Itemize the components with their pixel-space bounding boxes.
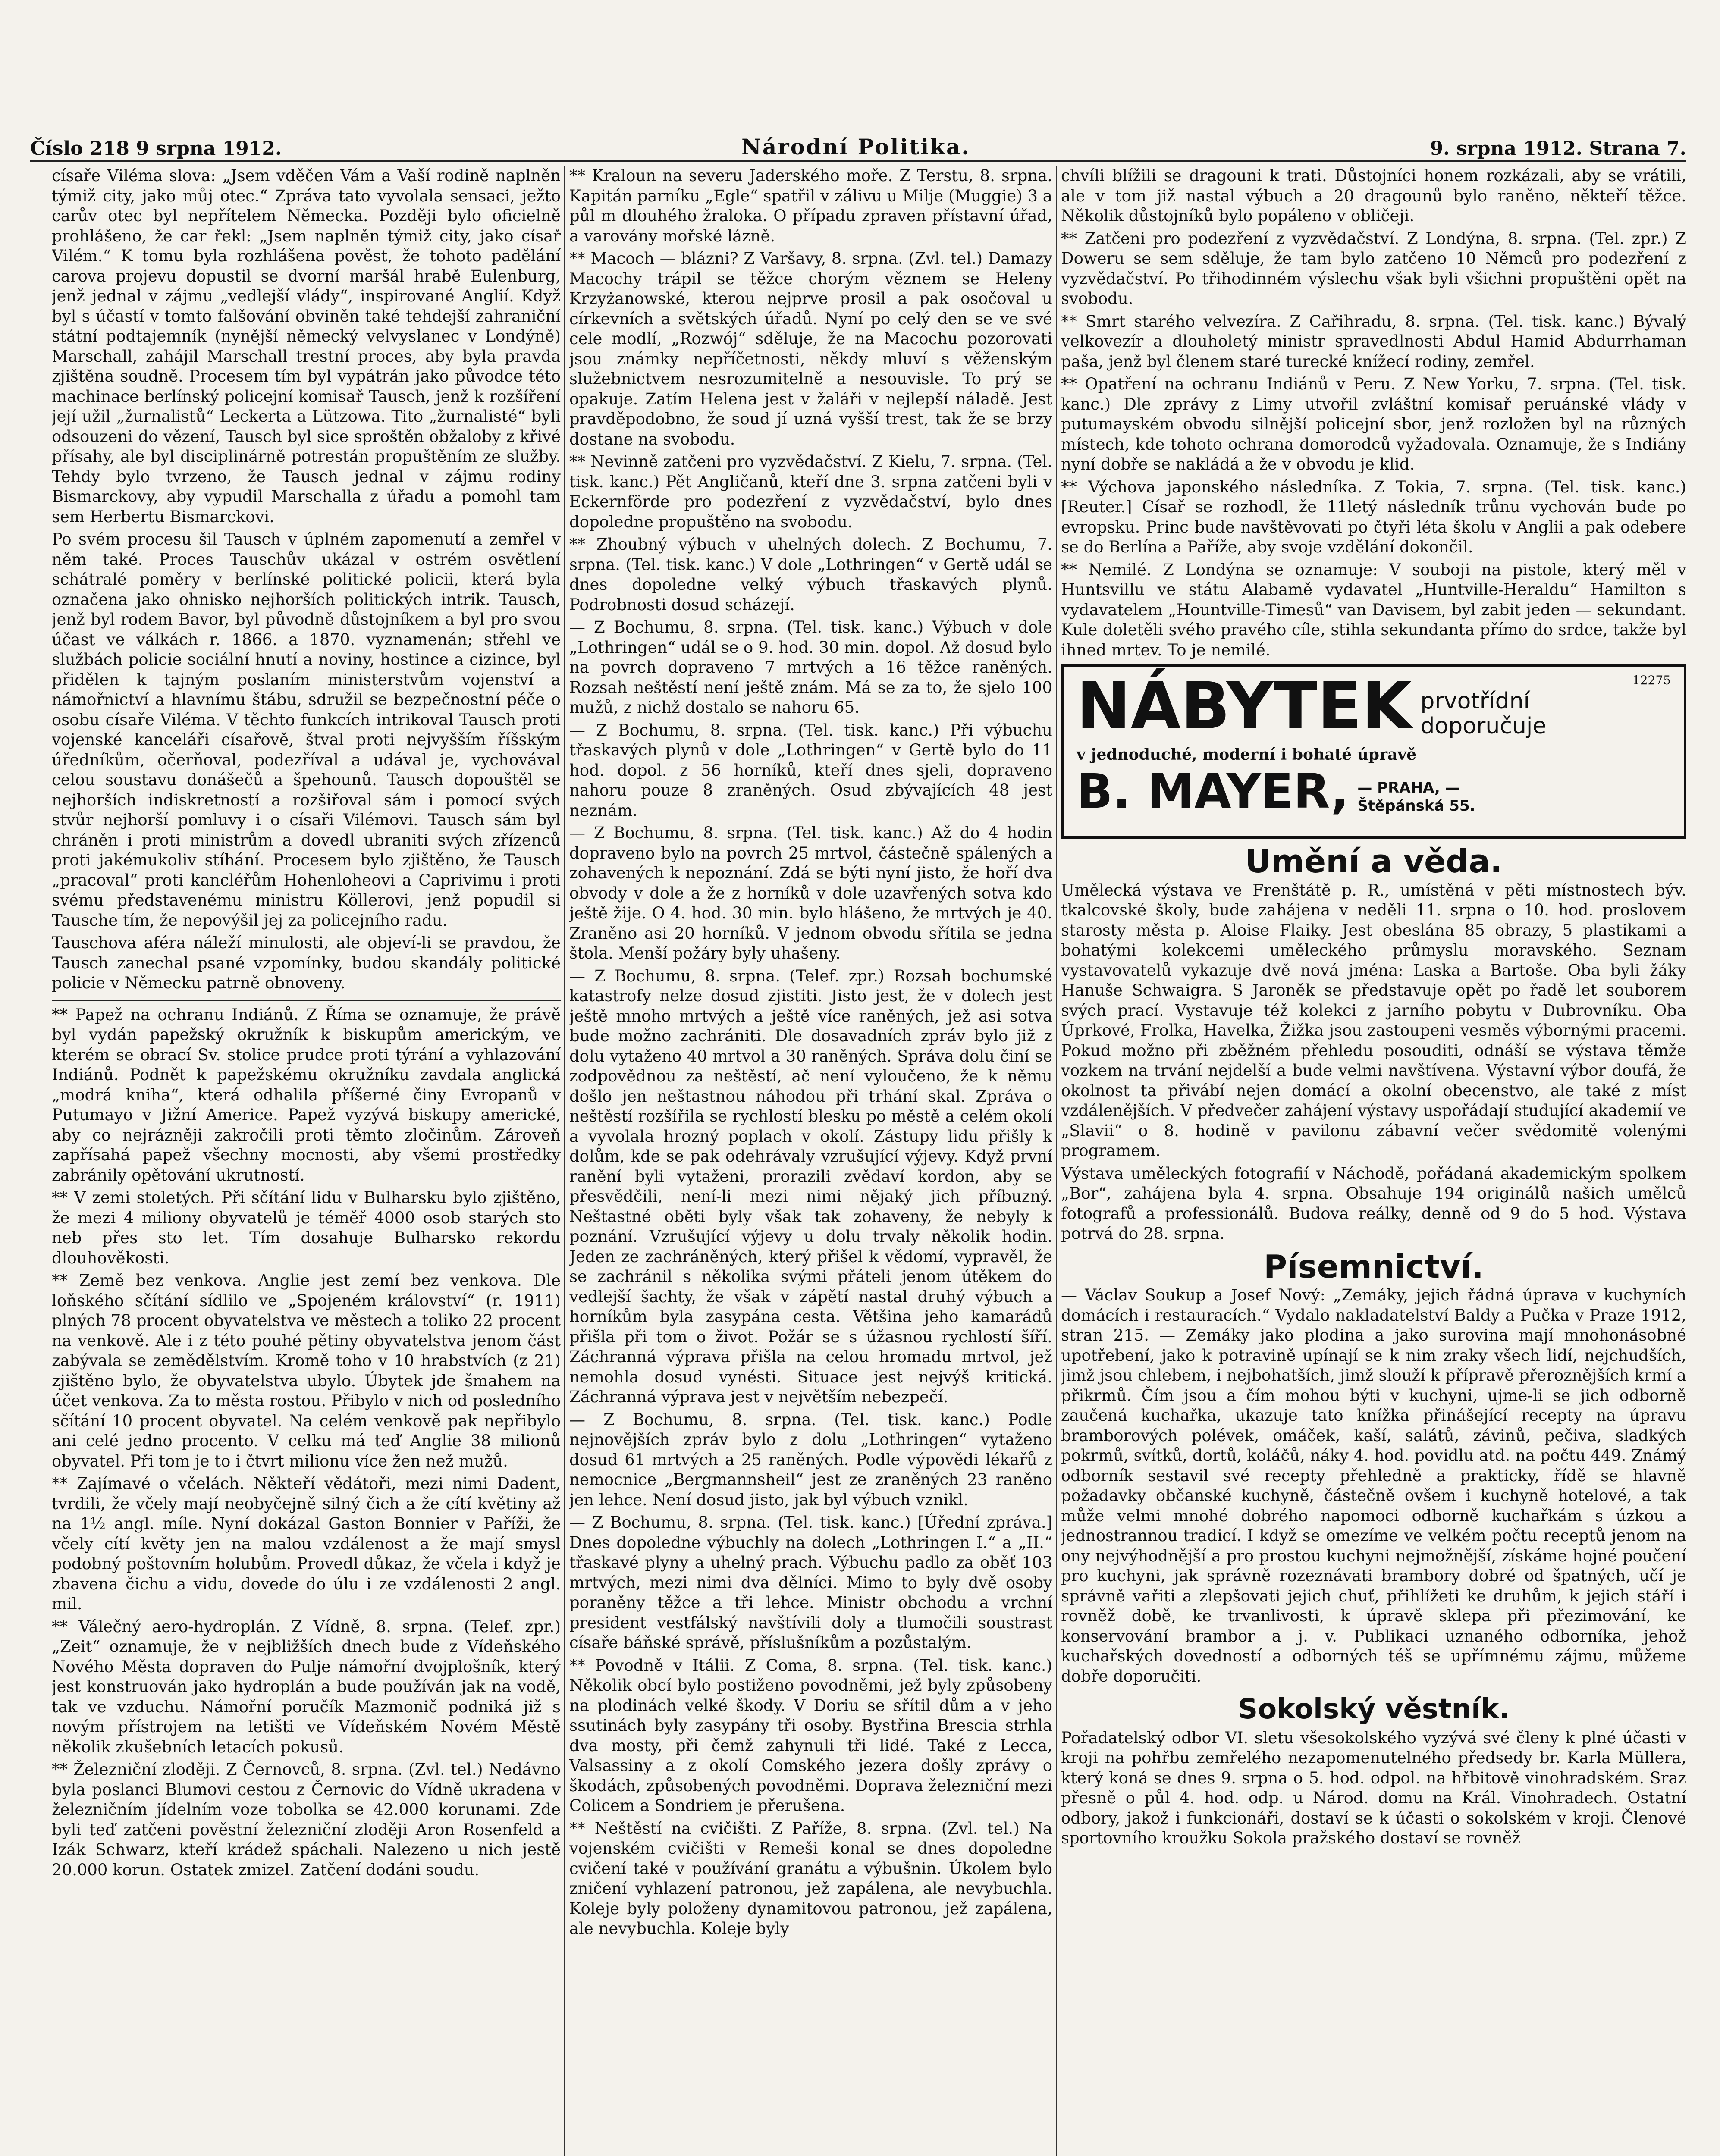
masthead-issue: Číslo 218 9 srpna 1912. xyxy=(30,138,282,160)
ad-firm: B. MAYER, xyxy=(1077,763,1349,819)
article-paragraph: — Z Bochumu, 8. srpna. (Tel. tisk. kanc.) [Úřední zpráva.] Dnes dopoledne výbuchly na dolech „Lothringen I.“ a „II.“ třaskavé plyny a uhelný prach. Výbuchu padlo za oběť 103 mrtvých, mezi nimi dva dělníci. Mimo to byly dvě osoby poraněny těžce a tři lehce. Ministr obchodu a vrchní president vestfálský navštívili doly a tlumočili soustrast císaře báňské správě, příslušníkům a pozůstalým. xyxy=(569,1513,1052,1652)
article-paragraph: — Z Bochumu, 8. srpna. (Telef. zpr.) Rozsah bochumské katastrofy nelze dosud zjistiti. Jisto jest, že v dolech jest ještě mnoho mrtvých a ještě více raněných, jež asi sotva bude možno zachrániti. Dle dosavadních zpráv bylo již z dolu vytaženo 40 mrtvol a 30 raněných. Správa dolu činí se zodpovědnou za neštěstí, ač není vyloučeno, že k němu došlo jen neštastnou náhodou při trhání skal. Zpráva o neštěstí rozšířila se rychlostí blesku po městě a celém okolí a vyvolala hrozný poplach v okolí. Zástupy lidu přišly k dolům, kde se pak odehrávaly vzrušující výjevy. Když první ranění byli vytaženi, prorazili zvědaví kordon, aby se přesvědčili, není-li mezi nimi nějaký jich příbuzný. Neštastné oběti byly však tak zohaveny, že nebyly k poznání. Vzrušující výjevy u dolu trvaly několik hodin. Jeden ze zachráněných, který přišel k vědomí, vypravěl, že se zachránil s několika svými přáteli jenom útěkem do vedlejší šachty, že však v zápětí nastal druhý výbuch a horníkům byla zasypána cesta. Většina jeho kamarádů přišla při tom o život. Požár se s úžasnou rychlostí šíří. Záchranná výprava přišla na celou hromadu mrtvol, jež nemohla dosud vynésti. Situace jest nejvýš kritická. Záchranná výprava jest v největším nebezpečí. xyxy=(569,966,1052,1406)
ad-city: — PRAHA, — xyxy=(1357,779,1460,796)
article-paragraph: — Z Bochumu, 8. srpna. (Tel. tisk. kanc.) Při výbuchu třaskavých plynů v dole „Lothringen“ v Gertě bylo do 11 hod. dopol. z 56 horníků, kteří dnes sjeli, dopraveno nahoru pouze 8 zraněných. Osud zbývajících 48 jest neznám. xyxy=(569,721,1052,820)
article-paragraph: ** Zajímavé o včelách. Někteří vědátoři, mezi nimi Dadent, tvrdili, že včely mají neobyčejně silný čich a že cítí květiny až na 1½ angl. míle. Nyní dokázal Gaston Bonnier v Paříži, že včely cítí květy jen na malou vzdálenost a že mají smysl podobný poštovním holubům. Provedl důkaz, že včela i když je zbavena čichu a vidu, dovede do úlu i ze vzdálenosti 2 angl. mil. xyxy=(52,1474,561,1613)
article-paragraph: Pořadatelský odbor VI. sletu všesokolského vyzývá své členy k plné účasti v kroji na pohřbu zemřelého nezapomenutelného předsedy br. Karla Müllera, který koná se dnes 9. srpna o 5. hod. odpol. na hřbitově vinohradském. Sraz přesně o půl 4. hod. odp. u Národ. domu na Král. Vinohradech. Ostatní odbory, jakož i funkcionáři, dostaví se k účasti o sokolském v kroji. Členové sportovního kroužku Sokola pražského dostaví se rovněž xyxy=(1061,1728,1686,1847)
article-paragraph: ** Nevinně zatčeni pro vyzvědačství. Z Kielu, 7. srpna. (Tel. tisk. kanc.) Pět Angličanů, kteří dne 3. srpna zatčeni byli v Eckernförde pro podezření z vyzvědačství, bylo dnes dopoledne propuštěno na svobodu. xyxy=(569,452,1052,531)
article-paragraph: Tauschova aféra náleží minulosti, ale objeví-li se pravdou, že Tausch zanechal psané vzpomínky, budou skandály politické policie v Německu patrně obnoveny. xyxy=(52,934,561,992)
section-title-umeni: Umění a věda. xyxy=(1245,843,1503,880)
article-paragraph: ** Macoch — blázni? Z Varšavy, 8. srpna. (Zvl. tel.) Damazy Macochy trápil se těžce chorým věznem se Heleny Krzyżanowské, kterou nejprve prosil a pak osočoval u církevních a světských úřadů. Nyní po celý den se ve své cele modlí, „Rozwój“ sděluje, že na Macochu pozorovati jsou známky nepříčetnosti, někdy mluví s věženským služebnictvem nesrozumitelně a nesouvisle. To prý se opakuje. Zatím Helena jest v žaláři v nejlepší náladě. Jest pravděpodobno, že soud jí uzná vyšší trest, tak že se brzy dostane na svobodu. xyxy=(569,249,1052,448)
article-paragraph: Umělecká výstava ve Frenštátě p. R., umístěná v pěti místnostech býv. tkalcovské školy, bude zahájena v neděli 11. srpna o 10. hod. proslovem starosty města p. Aloise Flaiky. Jest obeslána 85 obrazy, 5 plastikami a bohatými kolekcemi uměleckého průmyslu moravského. Seznam vystavovatelů vykazuje dvě nová jména: Laska a Bartoše. Oba byli žáky Hanuše Schwaigra. S Jaroněk se představuje opět po řadě let souborem svých prací. Vystavuje též kolekci z jarního pobytu v Dubrovníku. Oba Úprkové, Frolka, Havelka, Žižka jsou zastoupeni vesměs výbornými pracemi. Pokud možno při zběžném přehledu posouditi, odnáší se výstava těmže vozkem na trvání nejdelší a bude velmi navštívena. Výstavní výbor doufá, že okolnost ta přivábí nejen domácí a okolní obecenstvo, ale také z míst vzdálenějších. V předvečer zahájení výstavy uspořádají studující akademií ve „Slavii“ o 8. hodině v pavilonu zábavní večer svědomitě volenými programem. xyxy=(1061,881,1686,1160)
article-paragraph: chvíli blížili se dragouni k trati. Důstojníci honem rozkázali, aby se vrátili, ale v tom již nastal výbuch a 20 dragounů bylo raněno, někteří těžce. Několik důstojníků bylo popáleno v obličeji. xyxy=(1061,166,1686,225)
article-paragraph: — Z Bochumu, 8. srpna. (Tel. tisk. kanc.) Až do 4 hodin dopraveno bylo na povrch 25 mrtvol, částečně spálených a zohavených k nepoznání. Zdá se býti nyní jisto, že hoří dva obvody v dole a že z horníků v dole uzavřených sotva kdo ještě žije. O 4. hod. 30 min. bylo hlášeno, že mrtvých je 40. Zraněno asi 20 horníků. V jednom obvodu sřítila se jedna štola. Menší požáry byly uhašeny. xyxy=(569,824,1052,962)
furniture-advertisement xyxy=(1061,664,1686,839)
column-2 xyxy=(569,166,1052,2156)
article-paragraph: ** Kraloun na severu Jaderského moře. Z Terstu, 8. srpna. Kapitán parníku „Egle“ spatřil v zálivu u Milje (Muggie) 3 a půl m dlouhého žraloka. O případu zpraven přístavní úřad, a varovány mořské lázně. xyxy=(569,166,1052,245)
article-paragraph: ** Opatření na ochranu Indiánů v Peru. Z New Yorku, 7. srpna. (Tel. tisk. kanc.) Dle zprávy z Limy utvořil zvláštní komisař peruánské vlády v putumayském obvodu silnější policejní sbor, jenž rozložen byl na různých místech, kde tohoto ochrana domorodců vyžadovala. Oznamuje, že s Indiány nyní dobře se nakládá a že v obvodu je klid. xyxy=(1061,375,1686,473)
article-paragraph: ** Zatčeni pro podezření z vyzvědačství. Z Londýna, 8. srpna. (Tel. zpr.) Z Doweru se sem sděluje, že tam bylo zatčeno 10 Němců pro podezření z vyzvědačství. Po třihodinném výslechu však byli všichni propuštěni opět na svobodu. xyxy=(1061,229,1686,308)
article-paragraph: Po svém procesu šil Tausch v úplném zapomenutí a zemřel v něm také. Proces Tauschův ukázal v ostrém osvětlení schátralé poměry v berlínské politické policii, která byla označena jako ohnisko nejhorších politických intrik. Tausch, jenž byl rodem Bavor, byl původně důstojníkem a byl pro svou účast ve válkách r. 1866. a 1870. vyznamenán; střehl ve službách policie sociální hnutí a noviny, hostince a cizince, byl přidělen k tajným poslaním ministerstvům vojenství a námořnictví a hlavnímu štábu, sdružil se bezpečnostní péče o osobu císaře Viléma. V těchto funkcích intrikoval Tausch proti vojenské kanceláři císařově, štval proti nejvyšším říšským úředníkům, očerňoval, podezříval a udával je, vychovával celou soustavu donášečů a špehounů. Tausch dopouštěl se nejhorších indiskretností a rozšiřoval sám i pomocí svých stvůr nejhorší pomluvy i o císaři Vilémovi. Tausch sám byl chráněn i proti ministrům a dovedl ubraniti svých zřízenců proti jakémukoliv stíhání. Procesem bylo zjištěno, že Tausch „pracoval“ proti kancléřům Hohenloheovi a Caprivimu i proti svému představenému ministru Köllerovi, jenž popudil si Tausche tím, že nepovýšil jej za policejního radu. xyxy=(52,530,561,930)
divider xyxy=(52,1000,561,1001)
article-paragraph: císaře Viléma slova: „Jsem vděčen Vám a Vaší rodině naplněn týmiž city, jako můj otec.“ Zpráva tato vyvolala sensaci, ježto carův otec byl nepřítelem Německa. Později bylo oficielně prohlášeno, že car řekl: „Jsem naplněn týmiž city, jako císař Vilém.“ K tomu byla rozhlášena pověst, že tohoto padělání carova projevu dopustil se dvorní maršál hrabě Eulenburg, jenž jednal v zájmu „vedlejší vlády“, inspirované Anglií. Když byl s účastí v tomto falšování obviněn také tehdejší zahraniční státní podtajemník (nynější německý velvyslanec v Londýně) Marschall, zahájil Marschall trestní proces, aby byla pravda zjištěna soudně. Procesem tím byl vypátrán jako původce této machinace berlínský policejní komisař Tausch, jenž k rozšíření její užil „žurnalistů“ Leckerta a Lützowa. Tito „žurnalisté“ byli odsouzeni do vězení, Tausch byl sice sproštěn obžaloby z křivé přísahy, ale byl disciplinárně potrestán propuštěním ze služby. Tehdy bylo tvrzeno, že Tausch jednal v zájmu rodiny Bismarckovy, aby vypudil Marschalla z úřadu a pomohl tam sem Herbertu Bismarckovi. xyxy=(52,166,561,526)
article-paragraph: ** Země bez venkova. Anglie jest zemí bez venkova. Dle loňského sčítání sídlilo ve „Spojeném království“ (r. 1911) plných 78 procent obyvatelstva ve městech a toliko 22 procent na venkově. Ale i z této pouhé pětiny obyvatelstva jenom část zabývala se zemědělstvím. Kromě toho v 10 hrabstvích (z 21) zjištěno bylo, že obyvatelstva ubylo. Úbytek jde šmahem na účet venkova. Za to města rostou. Přibylo v nich od posledního sčítání 10 procent obyvatel. Na celém venkově pak nepřibylo ani celé jedno procento. V celku má teď Anglie 38 milionů obyvatel. Při tom je to i čtvrt milionu více žen než mužů. xyxy=(52,1271,561,1470)
article-paragraph: Výstava uměleckých fotografií v Náchodě, pořádaná akademickým spolkem „Bor“, zahájena byla 4. srpna. Obsahuje 194 originálů našich umělců fotografů a professionálů. Budova reálky, denně od 9 do 5 hod. Výstava potrvá do 28. srpna. xyxy=(1061,1164,1686,1243)
article-paragraph: ** Papež na ochranu Indiánů. Z Říma se oznamuje, že právě byl vydán papežský okružník k biskupům americkým, ve kterém se obrací Sv. stolice prudce proti týrání a vyhlazování Indiánů. Podnět k papežskému okružníku zavdala anglická „modrá kniha“, která odhalila příšerné činy Evropanů v Putumayo v Jižní Americe. Papež vyzývá biskupy americké, aby co nejrázněji zakročili proti těmto zločinům. Zároveň zapřísahá papež všechny mocnosti, aby všemi prostředky zabránily opětování ukrutností. xyxy=(52,1005,561,1185)
section-title-sokol: Sokolský věstník. xyxy=(1238,1693,1510,1725)
column-3 xyxy=(1061,166,1686,2156)
column-1 xyxy=(52,166,561,2156)
article-paragraph: ** Neštěstí na cvičišti. Z Paříže, 8. srpna. (Zvl. tel.) Na vojenském cvičišti v Remeši konal se dnes dopoledne cvičení také v používání granátu a výbušnin. Úkolem bylo zničení vyhlazení patronou, jež zapálena, ale nevybuchla. Koleje byly položeny dynamitovou patronou, jež zapálena, ale nevybuchla. Koleje byly xyxy=(569,1819,1052,1938)
ad-side-text: prvotřídní doporučuje xyxy=(1420,688,1547,739)
ad-street: Štěpánská 55. xyxy=(1357,797,1475,815)
article-paragraph: ** Povodně v Itálii. Z Coma, 8. srpna. (Tel. tisk. kanc.) Několik obcí bylo postiženo povodněmi, jež byly způsobeny na plodinách velké škody. V Doriu se sřítil dům a v jeho ssutinách byly zasypány tři osoby. Bystřina Brescia strhla dva mosty, při čemž zahynuli tři lidé. Také z Lecca, Valsassiny a z okolí Comského jezera došly zprávy o škodách, způsobených povodněmi. Doprava železniční mezi Colicem a Sondriem je přerušena. xyxy=(569,1656,1052,1815)
column-rule-1 xyxy=(564,166,565,2156)
article-paragraph: ** Výchova japonského následníka. Z Tokia, 7. srpna. (Tel. tisk. kanc.) [Reuter.] Císař se rozhodl, že 11letý následník trůnu vychován bude po evropsku. Princ bude navštěvovati po čtyři léta školu v Anglii a pak odebere se do Berlína a Paříže, aby svoje vzdělání dokončil. xyxy=(1061,477,1686,556)
article-paragraph: ** Zhoubný výbuch v uhelných dolech. Z Bochumu, 7. srpna. (Tel. tisk. kanc.) V dole „Lothringen“ v Gertě udál se dnes dopoledne velký výbuch třaskavých plynů. Podrobnosti dosud scházejí. xyxy=(569,535,1052,614)
article-paragraph: — Z Bochumu, 8. srpna. (Tel. tisk. kanc.) Výbuch v dole „Lothringen“ udál se o 9. hod. 30 min. dopol. Až dosud bylo na povrch dopraveno 7 mrtvých a 16 těžce raněných. Rozsah neštěstí není ještě znám. Má se za to, že sjelo 100 mužů, z nichž dostalo se nahoru 65. xyxy=(569,618,1052,717)
article-paragraph: ** V zemi stoletých. Při sčítání lidu v Bulharsku bylo zjištěno, že mezi 4 miliony obyvatelů je téměř 4000 osob starých sto neb přes sto let. Tím dosahuje Bulharsko rekordu dlouhověkosti. xyxy=(52,1188,561,1267)
article-paragraph: ** Nemilé. Z Londýna se oznamuje: V souboji na pistole, který měl v Huntsvillu ve státu Alabamě vydavatel „Huntville-Heraldu“ Hamilton s vydavatelem „Hountville-Timesů“ van Davisem, byl zabit jeden — sekundant. Kule doletěli svého pravého cíle, stihla sekundanta přímo do srdce, takže byl ihned mrtev. To je nemilé. xyxy=(1061,560,1686,659)
ad-line: v jednoduché, moderní i bohaté úpravě xyxy=(1077,746,1417,764)
column-rule-2 xyxy=(1056,166,1057,2156)
ad-headline: NÁBYTEK xyxy=(1077,669,1412,744)
section-title-pisemnictvi: Písemnictví. xyxy=(1264,1248,1484,1285)
article-paragraph: ** Smrt starého velvezíra. Z Cařihradu, 8. srpna. (Tel. tisk. kanc.) Bývalý velkovezír a dlouholetý ministr spravedlnosti Abdul Hamid Abdurrhaman paša, jenž byl členem staré turecké knížecí rodiny, zemřel. xyxy=(1061,312,1686,371)
masthead xyxy=(30,129,1686,162)
article-paragraph: ** Železniční zloději. Z Černovců, 8. srpna. (Zvl. tel.) Nedávno byla poslanci Blumovi cestou z Černovic do Vídně ukradena v železničním jídelním voze tobolka se 42.000 korunami. Zde byli teď zatčeni pověstní železniční zloději Aron Rosenfeld a Izák Schwarz, kteří krádež spáchali. Nalezeno u nich jestě 20.000 korun. Ostatek zmizel. Zatčení dodáni soudu. xyxy=(52,1760,561,1879)
masthead-title: Národní Politika. xyxy=(741,134,970,160)
ad-number: 12275 xyxy=(1632,673,1671,687)
article-paragraph: — Václav Soukup a Josef Nový: „Zemáky, jejich řádná úprava v kuchyních domácích i restauracích.“ Vydalo nakladatelství Baldy a Pučka v Praze 1912, stran 215. — Zemáky jako plodina a jako surovina mají mnohonásobné upotřebení, jako k potravině upínají se k nim zraky všech lidí, nejchudších, jimž jsou chlebem, i nejbohatších, jimž slouží k přípravě přeroznějších krmí a přikrmů. Čím jsou a čím mohou býti v kuchyni, ujme-li se jich odborně zaučená kuchařka, ukazuje tato knížka přinášející recepty na úpravu bramborových polévek, omáček, kaší, salátů, závinů, pečiva, sladkých pokrmů, svítků, dortů, koláčů, náky 4. hod. povidlu atd. na počtu 449. Známý odborník sestavil své recepty přehledně a prakticky, řídě se hlavně požadavky občanské kuchyně, částečně ovšem i kuchyně hotelové, a tak může velmi mnohé dobrého napomoci odborně kuchařkám s úzkou a jednostrannou tradicí. I když se omezíme ve velkém počtu receptů jenom na ony nejvýhodnější a pro prostou kuchyni nejmožnější, získáme hojné poučení pro kuchyni, jak správně rozeznávati brambory dobré od špatných, učí je správně vařiti a zlepšovati jejich chuť, přihlížeti ke druhům, k jejich stáří i rovněž době, ke trvanlivosti, k úpravě sklepa při přezimování, ke konservování brambor a j. v. Publikaci uznaného odborníka, jehož kuchařských dovedností a odborných téš se upřímnému zájmu, můžeme dobře doporučiti. xyxy=(1061,1286,1686,1686)
masthead-page: 9. srpna 1912. Strana 7. xyxy=(1430,138,1686,160)
article-paragraph: ** Válečný aero-hydroplán. Z Vídně, 8. srpna. (Telef. zpr.) „Zeit“ oznamuje, že v nejbližších dnech bude z Vídeňského Nového Města dopraven do Pulje námořní dvojplošník, který jest konstruován jako hydroplán a bude používán jak na vodě, tak ve vzduchu. Námořní poručík Mazmonič podniká již s novým přístrojem na letišti ve Vídeňském Novém Městě několik zkušebních letacích pokusů. xyxy=(52,1617,561,1756)
article-paragraph: — Z Bochumu, 8. srpna. (Tel. tisk. kanc.) Podle nejnovějších zpráv bylo z dolu „Lothringen“ vytaženo dosud 61 mrtvých a 25 raněných. Podle výpovědi lékařů z nemocnice „Bergmannsheil“ jest ze zraněných 23 raněno jen lehce. Není dosud jisto, jak byl výbuch vznikl. xyxy=(569,1410,1052,1509)
